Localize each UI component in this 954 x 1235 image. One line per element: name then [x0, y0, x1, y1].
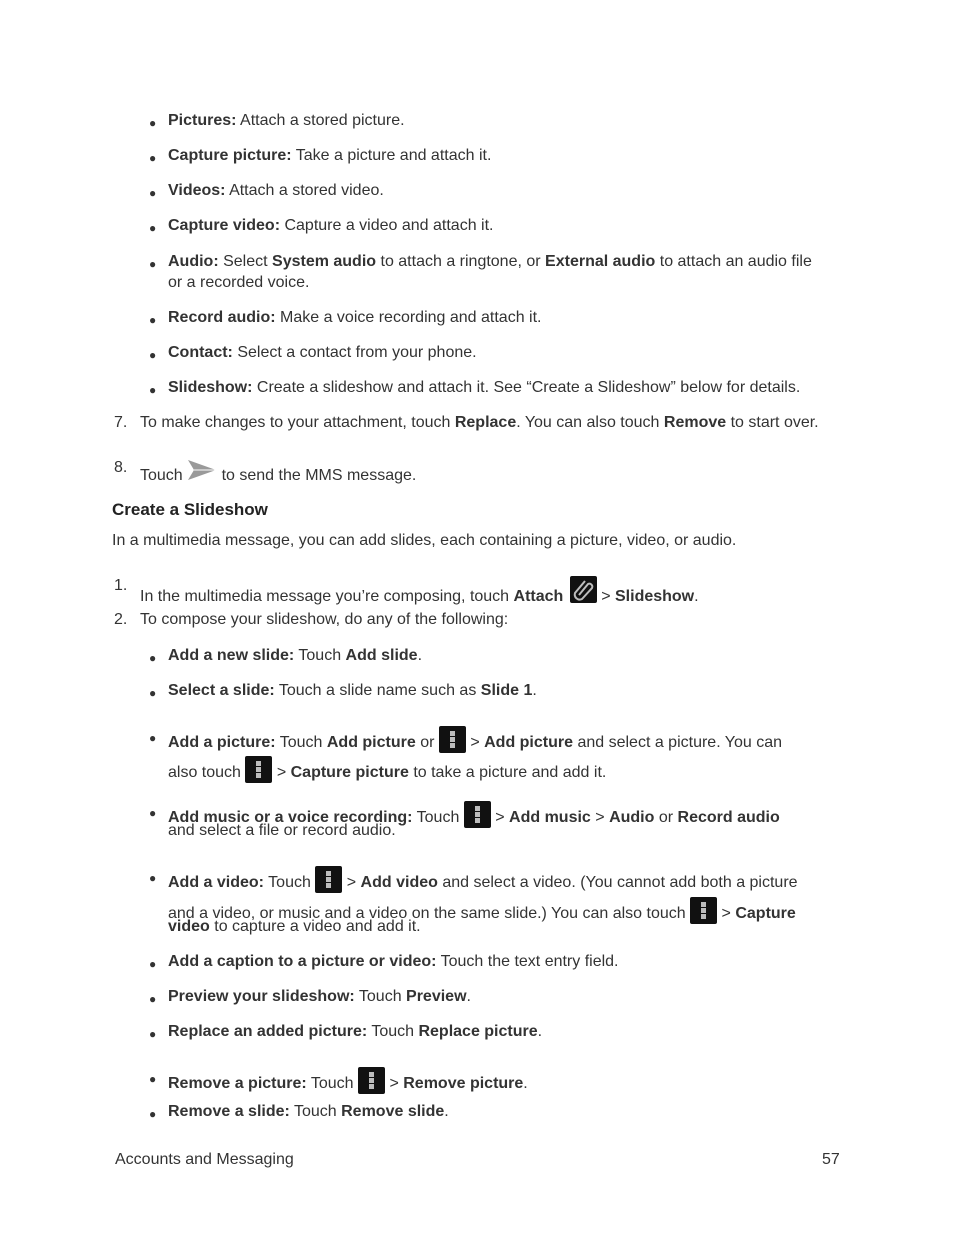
bullet: ●: [149, 992, 157, 1006]
list-item: Select a slide: Touch a slide name such as Slide 1.: [168, 682, 537, 699]
bullet: ●: [149, 151, 157, 165]
menu-icon: [690, 897, 717, 924]
list-item: Capture picture: Take a picture and attach it.: [168, 147, 492, 164]
menu-icon: [245, 756, 272, 783]
bullet: ●: [149, 313, 157, 327]
list-item: Replace an added picture: Touch Replace picture.: [168, 1023, 543, 1040]
menu-icon: [439, 726, 466, 753]
step-2: To compose your slideshow, do any of the following:: [140, 611, 509, 628]
step-number: 2.: [114, 611, 128, 628]
menu-icon: [464, 801, 491, 828]
bullet: ●: [149, 116, 157, 130]
page-number: 57: [822, 1151, 840, 1168]
step-8: Touch to send the MMS message.: [140, 458, 416, 490]
bullet: ●: [149, 257, 157, 271]
send-icon: [187, 458, 217, 490]
menu-icon: [315, 866, 342, 893]
list-item: Remove a picture: Touch > Remove picture.: [168, 1067, 528, 1094]
list-item-add-music: Add music or a voice recording: Touch > Add music > Audio or Record audio: [168, 801, 780, 828]
bullet: ●: [149, 1072, 157, 1086]
list-item-add-picture: Add a picture: Touch Add picture or > Add picture and select a picture. You can: [168, 726, 782, 753]
list-item-audio-line2: or a recorded voice.: [168, 274, 310, 291]
bullet: ●: [149, 221, 157, 235]
list-item: Slideshow: Create a slideshow and attach it. See “Create a Slideshow” below for details.: [168, 379, 801, 396]
bullet: ●: [149, 731, 157, 745]
list-item-add-video: Add a video: Touch > Add video and select a video. (You cannot add both a picture: [168, 866, 798, 893]
section-heading: Create a Slideshow: [112, 500, 268, 519]
list-item: Remove a slide: Touch Remove slide.: [168, 1103, 449, 1120]
step-number: 7.: [114, 414, 128, 431]
step-1: In the multimedia message you’re composing, touch Attach > Slideshow.: [140, 576, 699, 607]
list-item: Videos: Attach a stored video.: [168, 182, 384, 199]
list-item: Record audio: Make a voice recording and attach it.: [168, 309, 542, 326]
step-number: 1.: [114, 577, 128, 594]
list-item-add-video-line2: and a video, or music and a video on the same slide.) You can also touch > Capture: [168, 897, 796, 924]
step-number: 8.: [114, 459, 128, 476]
list-item: Contact: Select a contact from your phone.: [168, 344, 477, 361]
paperclip-icon: [570, 576, 597, 603]
bullet: ●: [149, 871, 157, 885]
list-item: Add a new slide: Touch Add slide.: [168, 647, 423, 664]
step-7: To make changes to your attachment, touch Replace. You can also touch Remove to start over.: [140, 414, 819, 431]
bullet: ●: [149, 651, 157, 665]
footer-section: Accounts and Messaging: [115, 1151, 294, 1168]
bullet: ●: [149, 1107, 157, 1121]
bullet: ●: [149, 806, 157, 820]
menu-icon: [358, 1067, 385, 1094]
list-item-add-music-line2: and select a file or record audio.: [168, 822, 396, 839]
bullet: ●: [149, 186, 157, 200]
bullet: ●: [149, 957, 157, 971]
bullet: ●: [149, 686, 157, 700]
list-item: Pictures: Attach a stored picture.: [168, 112, 405, 129]
list-item: Add a caption to a picture or video: Touch the text entry field.: [168, 953, 619, 970]
list-item-audio: Audio: Select System audio to attach a ringtone, or External audio to attach an audio file: [168, 253, 812, 270]
list-item: Capture video: Capture a video and attach it.: [168, 217, 494, 234]
list-item-add-picture-line2: also touch > Capture picture to take a picture and add it.: [168, 756, 606, 783]
bullet: ●: [149, 1027, 157, 1041]
bullet: ●: [149, 348, 157, 362]
bullet: ●: [149, 383, 157, 397]
intro-paragraph: In a multimedia message, you can add slides, each containing a picture, video, or audio.: [112, 532, 737, 549]
list-item: Preview your slideshow: Touch Preview.: [168, 988, 471, 1005]
list-item-add-video-line3: video to capture a video and add it.: [168, 918, 421, 935]
